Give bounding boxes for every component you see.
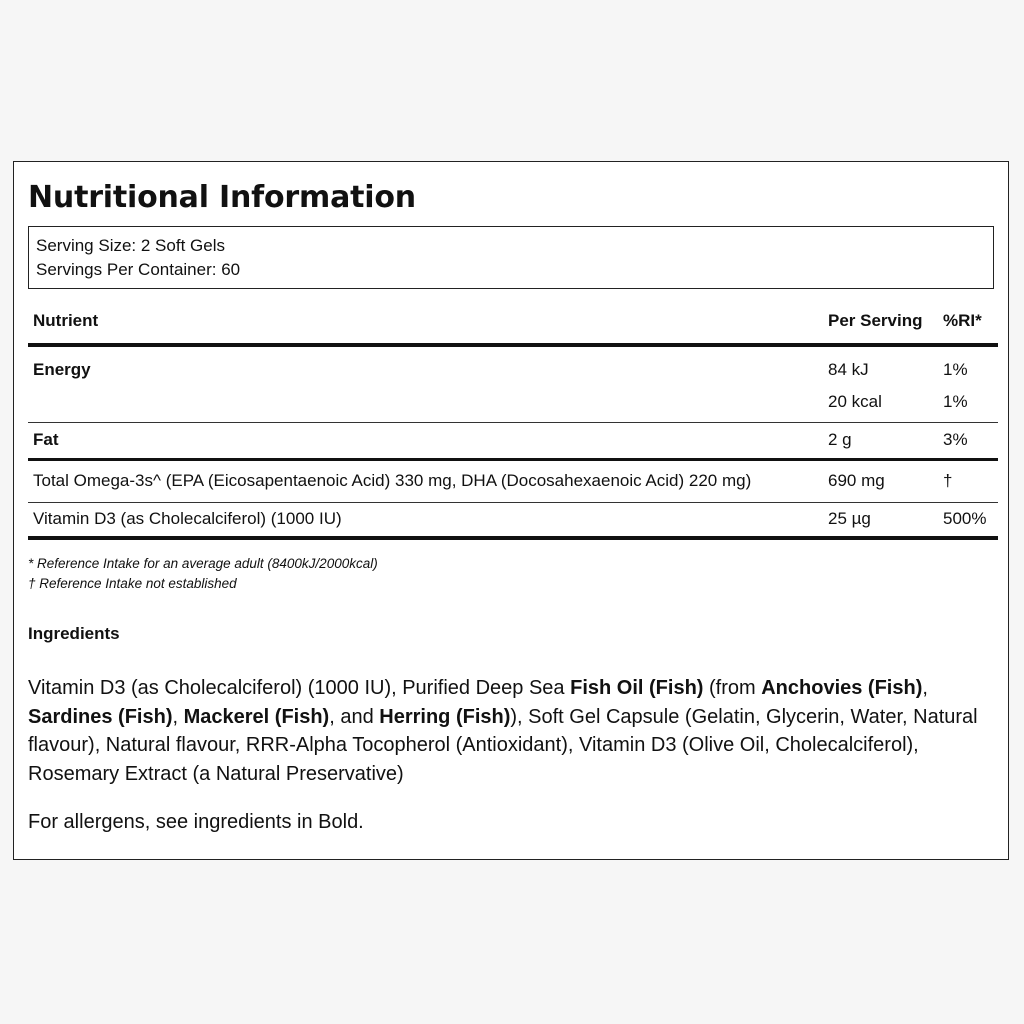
ingredients-heading: Ingredients: [28, 624, 120, 643]
footnote-ri: * Reference Intake for an average adult (8400kJ/2000kcal): [28, 556, 378, 571]
serving-info-box: [28, 226, 994, 289]
nutrient-vitamin-d3: Vitamin D3 (as Cholecalciferol) (1000 IU): [28, 502, 823, 538]
fat-ri: 3%: [938, 422, 998, 459]
ingredients-text: ,: [922, 677, 928, 699]
vitamin-d3-value: 25 µg: [823, 502, 938, 538]
serving-size: Serving Size: 2 Soft Gels: [36, 236, 225, 255]
servings-per-container: Servings Per Container: 60: [36, 260, 241, 279]
nutrient-energy: Energy: [33, 359, 91, 379]
header-per-serving: Per Serving: [823, 299, 938, 345]
energy-kcal-spacer: [28, 392, 823, 422]
footnote-dagger: † Reference Intake not established: [28, 576, 237, 591]
table-row-fat: [28, 422, 998, 459]
page-title: Nutritional Information: [28, 180, 416, 215]
table-row-omega: [28, 459, 998, 502]
table-row-energy-kj: [28, 345, 998, 392]
allergen-herring: Herring (Fish): [379, 705, 511, 728]
footnotes: [28, 554, 994, 594]
energy-kcal-value: 20 kcal: [823, 392, 938, 422]
ingredients-text: ), Soft Gel Capsule (Gelatin, Glycerin, Water, Natural flavour), Natural flavour, RRR-Alpha Tocopherol (Antioxidant), Vitamin D3 (Olive Oil, Cholecalciferol), Rosemary Extract (a Natural Preservative): [28, 705, 978, 785]
allergen-fish-oil: Fish Oil (Fish): [570, 677, 704, 699]
table-header-row: [28, 299, 998, 345]
table-row-vitamin-d3: [28, 502, 998, 538]
energy-kcal-ri: 1%: [938, 392, 998, 422]
header-ri: %RI*: [938, 299, 998, 345]
allergen-anchovies: Anchovies (Fish): [761, 677, 923, 699]
allergen-sardines: Sardines (Fish): [28, 705, 173, 728]
nutrition-table: [28, 299, 998, 540]
ingredients-text: Vitamin D3 (as Cholecalciferol) (1000 IU), Purified Deep Sea: [28, 677, 571, 699]
allergen-mackerel: Mackerel (Fish): [183, 705, 330, 728]
vitamin-d3-ri: 500%: [938, 502, 998, 538]
table-row-energy-kcal: [28, 392, 998, 422]
nutrient-omega: Total Omega-3s^ (EPA (Eicosapentaenoic Acid) 330 mg, DHA (Docosahexaenoic Acid) 220 mg): [28, 459, 823, 502]
energy-kj-ri: 1%: [943, 359, 968, 379]
energy-kj-value: 84 kJ: [828, 359, 869, 379]
ingredients-text: , and: [329, 705, 380, 728]
ingredients-text: ,: [172, 705, 184, 728]
omega-ri: †: [938, 459, 998, 502]
allergen-note: For allergens, see ingredients in Bold.: [28, 811, 364, 833]
header-nutrient: Nutrient: [28, 299, 823, 345]
nutrition-panel: [13, 161, 1009, 860]
nutrient-fat: Fat: [28, 422, 823, 459]
ingredients-list: [28, 674, 988, 788]
fat-value: 2 g: [823, 422, 938, 459]
omega-value: 690 mg: [823, 459, 938, 502]
ingredients-text: (from: [703, 677, 762, 699]
